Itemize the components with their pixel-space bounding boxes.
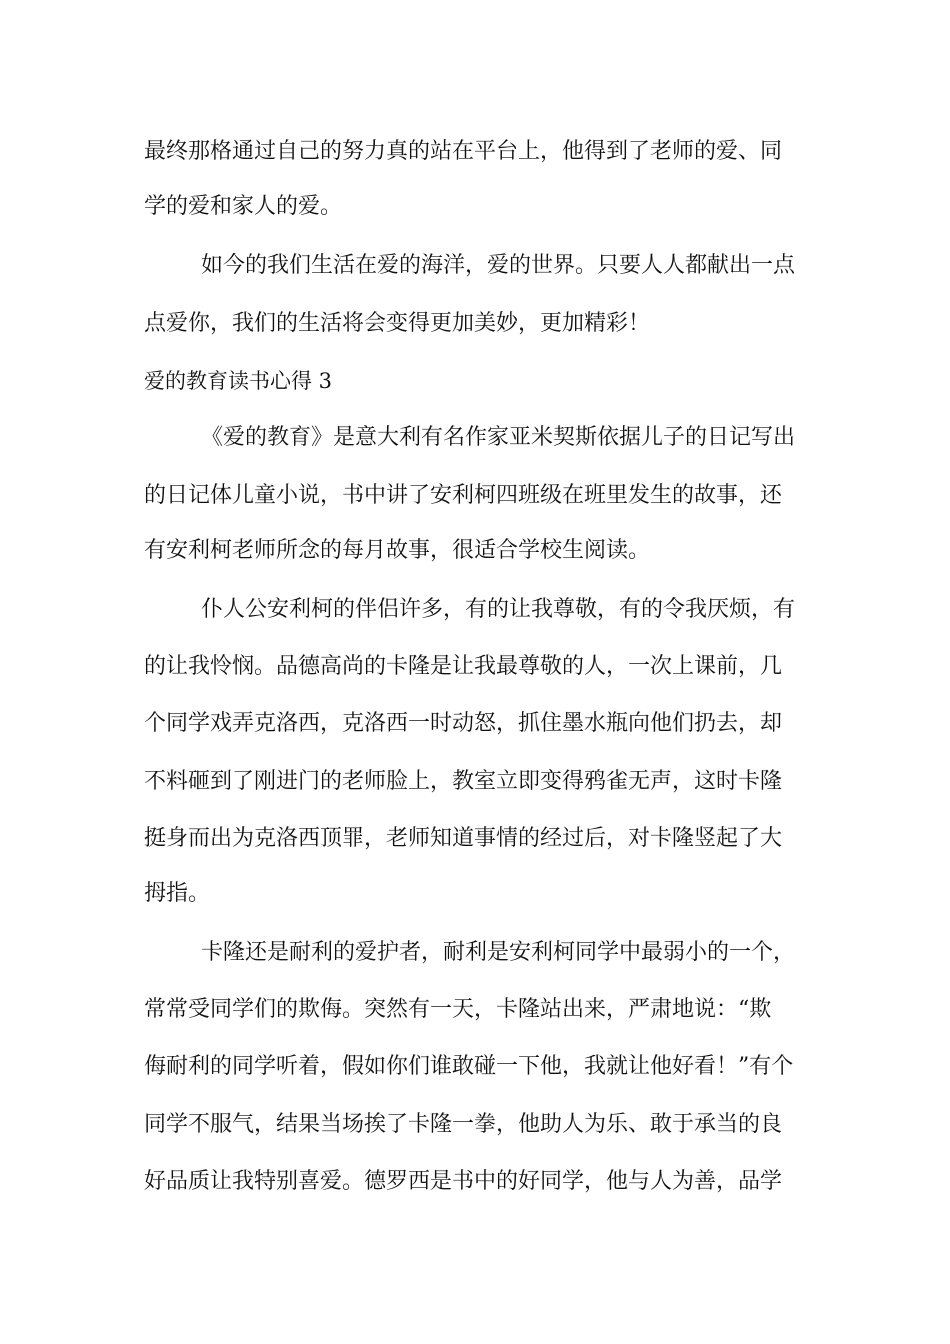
text-line: 点爱你，我们的生活将会变得更加美妙，更加精彩！ <box>144 311 651 336</box>
text-line: 好品质让我特别喜爱。德罗西是书中的好同学，他与人为善，品学 <box>144 1169 783 1194</box>
text-line: 有安利柯老师所念的每月故事，很适合学校生阅读。 <box>144 538 651 563</box>
text-line: 不料砸到了刚进门的老师脸上，教室立即变得鸦雀无声，这时卡隆 <box>144 769 783 794</box>
text-line: 学的爱和家人的爱。 <box>144 194 343 219</box>
text-line: 的让我怜悯。品德高尚的卡隆是让我最尊敬的人，一次上课前，几 <box>144 654 783 679</box>
text-line: 拇指。 <box>144 881 211 906</box>
text-line: 常常受同学们的欺侮。突然有一天，卡隆站出来，严肃地说：“欺 <box>144 997 772 1022</box>
text-line: 挺身而出为克洛西顶罪，老师知道事情的经过后，对卡隆竖起了大 <box>144 826 783 851</box>
text-line: 《爱的教育》是意大利有名作家亚米契斯依据儿子的日记写出 <box>201 425 796 450</box>
section-heading: 爱的教育读书心得 3 <box>144 369 333 393</box>
text-line: 卡隆还是耐利的爱护者，耐利是安利柯同学中最弱小的一个， <box>201 940 796 965</box>
text-line: 侮耐利的同学听着，假如你们谁敢碰一下他，我就让他好看！”有个 <box>144 1054 794 1079</box>
text-line: 如今的我们生活在爱的海洋，爱的世界。只要人人都献出一点 <box>201 253 796 278</box>
text-line: 个同学戏弄克洛西，克洛西一时动怒，抓住墨水瓶向他们扔去，却 <box>144 711 783 736</box>
text-line: 的日记体儿童小说，书中讲了安利柯四班级在班里发生的故事，还 <box>144 483 783 508</box>
text-line: 仆人公安利柯的伴侣许多，有的让我尊敬，有的令我厌烦，有 <box>201 597 796 622</box>
text-line: 同学不服气，结果当场挨了卡隆一拳，他助人为乐、敢于承当的良 <box>144 1112 783 1137</box>
text-line: 最终那格通过自己的努力真的站在平台上，他得到了老师的爱、同 <box>144 139 783 164</box>
